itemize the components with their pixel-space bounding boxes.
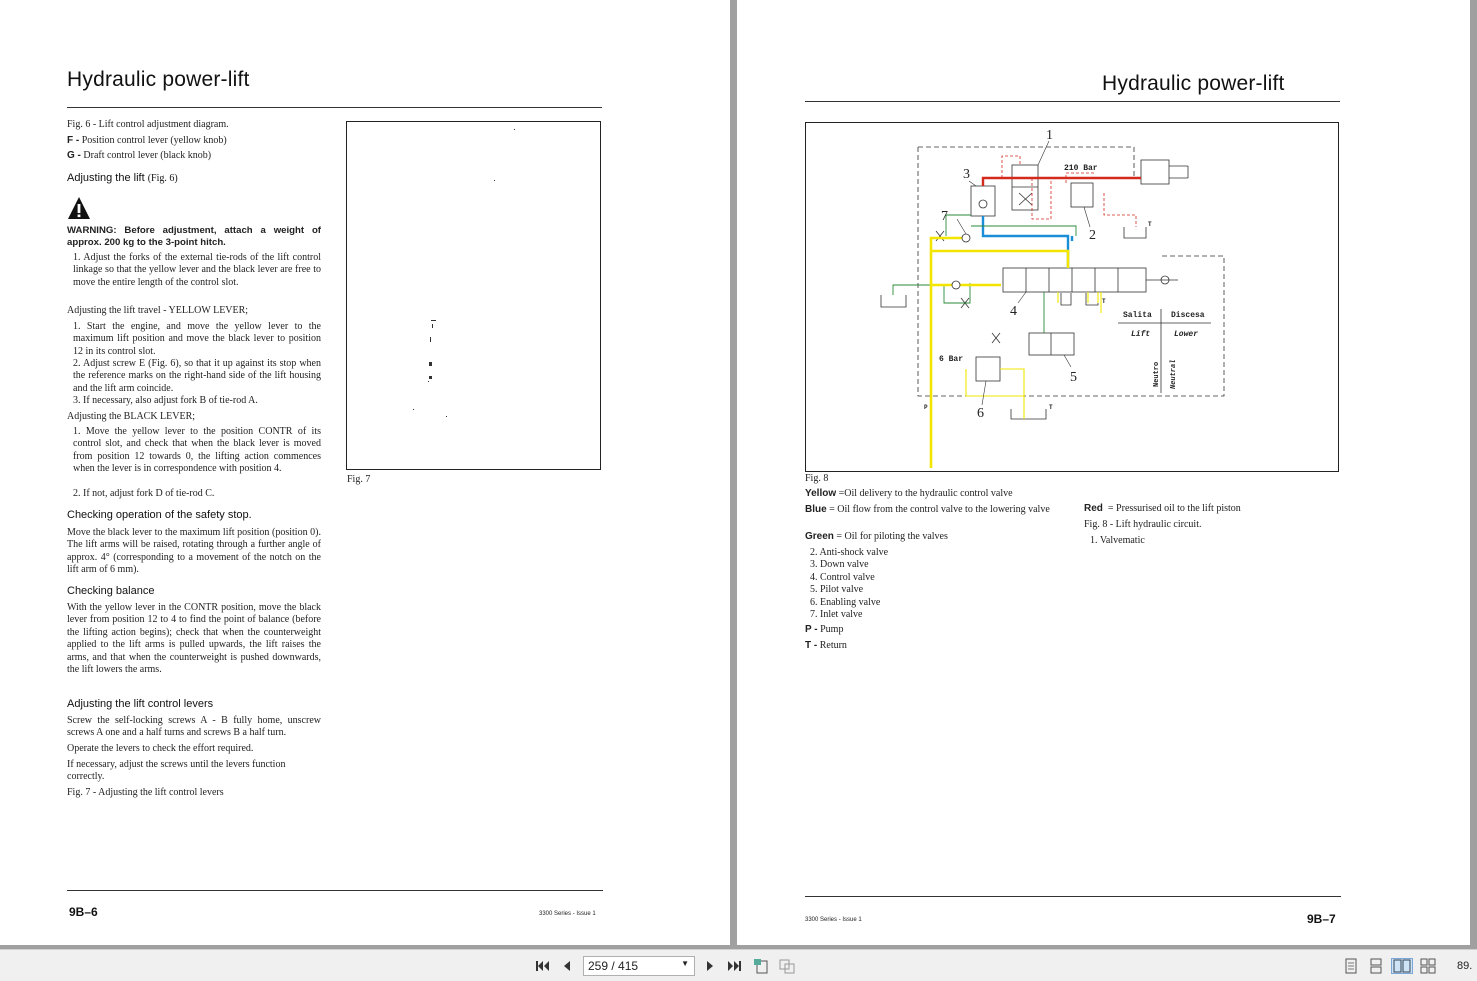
step-c1: 1. Move the yellow lever to the position CONTR of its control slot, and check that when the black lever is moved from position 12 towards 0, the lifting action commences when the lever is in correspondence with position 4. (73, 426, 321, 475)
necessary-text: If necessary, adjust the screws until the levers function correctly. (67, 759, 286, 783)
lever-f-line (67, 135, 327, 147)
legend-yellow-text: =Oil delivery to the hydraulic control valve (838, 488, 1013, 499)
fit-page-icon (753, 958, 769, 974)
operate-text: Operate the levers to check the effort required. (67, 743, 254, 754)
first-page-icon (536, 960, 550, 972)
legend-red-key: Red (1084, 503, 1103, 514)
diagram-label-2: 2 (1089, 228, 1096, 243)
balance-heading: Checking balance (67, 585, 155, 597)
lever-f-text: Position control lever (yellow knob) (81, 135, 227, 146)
warning-text: WARNING: Before adjustment, attach a weight of approx. 200 kg to the 3-point hitch. (67, 225, 321, 249)
legend-blue-key: Blue (805, 504, 827, 515)
label-lift: Lift (1131, 330, 1151, 339)
footer-rule (67, 890, 603, 891)
item-list (810, 547, 1050, 621)
legend-pump-key: P - (805, 624, 818, 635)
list-item: 2. Anti-shock valve (810, 547, 889, 558)
legend-red-text: = Pressurised oil to the lift piston (1107, 503, 1241, 514)
page-number-input[interactable] (583, 956, 695, 976)
legend-red (1084, 503, 1344, 515)
lift-travel-heading: Adjusting the lift travel - YELLOW LEVER; (67, 305, 249, 316)
label-salita: Salita (1123, 311, 1152, 320)
step-a1: 1. Adjust the forks of the external tie-rods of the lift control linkage so that the yellow lever and the black lever are free to move the entire length of the control slot. (73, 252, 321, 288)
diagram-label-5: 5 (1070, 370, 1077, 385)
legend-blue-text: = Oil flow from the control valve to the lowering valve (829, 504, 1050, 515)
label-t-upper: T (1148, 221, 1152, 228)
levers-heading: Adjusting the lift control levers (67, 698, 214, 710)
continuous-view-button[interactable] (1367, 958, 1385, 974)
label-neutral: Neutral (1170, 359, 1178, 389)
lever-g-key: G - (67, 150, 81, 161)
legend-return (805, 640, 1005, 652)
legend-blue (805, 504, 1059, 516)
fit-width-button[interactable] (778, 958, 796, 974)
diagram-label-1: 1 (1046, 128, 1053, 143)
next-page-button[interactable] (701, 958, 719, 974)
legend-pump-text: Pump (820, 624, 844, 635)
label-neutro: Neutro (1153, 361, 1161, 387)
label-210-bar: 210 Bar (1064, 164, 1098, 173)
fig7-reference: Fig. 7 - Adjusting the lift control levers (67, 787, 224, 798)
first-page-button[interactable] (534, 958, 552, 974)
adjusting-lift-heading-text: Adjusting the lift (67, 172, 145, 184)
lever-g-line (67, 150, 327, 162)
fig8-label: Fig. 8 (805, 473, 829, 484)
diagram-label-4: 4 (1010, 304, 1017, 319)
legend-green (805, 531, 1085, 543)
page-number: 9B–6 (69, 905, 98, 919)
single-page-view-button[interactable] (1342, 958, 1360, 974)
label-discesa: Discesa (1171, 311, 1205, 320)
label-6-bar: 6 Bar (939, 355, 964, 364)
list-item: 5. Pilot valve (810, 584, 864, 596)
fig8-caption: Fig. 8 - Lift hydraulic circuit. (1084, 519, 1202, 530)
list-item: 4. Control valve (810, 571, 875, 583)
list-item: 6. Enabling valve (810, 596, 881, 608)
list-item: 3. Down valve (810, 559, 869, 571)
diagram-label-3: 3 (963, 167, 970, 182)
facing-view-button[interactable] (1391, 958, 1413, 974)
legend-yellow-key: Yellow (805, 488, 837, 499)
levers-text: Screw the self-locking screws A - B fully home, unscrew screws A one and a half turns and screws B a half turn. (67, 715, 321, 739)
warning-icon (67, 196, 91, 220)
lever-f-key: F - (67, 135, 80, 146)
viewer-toolbar (0, 949, 1477, 981)
legend-green-text: = Oil for piloting the valves (836, 531, 948, 542)
lever-g-text: Draft control lever (black knob) (83, 150, 212, 161)
legend-green-key: Green (805, 531, 834, 542)
series-label: 3300 Series - Issue 1 (539, 911, 596, 917)
black-lever-heading: Adjusting the BLACK LEVER; (67, 411, 196, 422)
page-title: Hydraulic power-lift (1102, 72, 1285, 95)
legend-yellow (805, 488, 1085, 500)
fig7-image (347, 122, 600, 469)
fig7-label: Fig. 7 (347, 474, 371, 485)
diagram-label-6: 6 (977, 406, 984, 421)
continuous-facing-icon (1420, 958, 1436, 974)
single-page-icon (1344, 958, 1358, 974)
legend-pump (805, 624, 1005, 636)
item-valvematic: 1. Valvematic (1090, 535, 1145, 546)
series-label: 3300 Series - Issue 1 (805, 917, 862, 923)
hydraulic-circuit-diagram (806, 123, 1338, 471)
label-p: P (924, 404, 928, 411)
fig8-frame (805, 122, 1339, 472)
last-page-button[interactable] (725, 958, 743, 974)
safety-heading: Checking operation of the safety stop. (67, 509, 252, 521)
last-page-icon (727, 960, 741, 972)
diagram-label-7: 7 (941, 209, 948, 224)
legend-return-text: Return (819, 640, 847, 651)
step-b1: 1. Start the engine, and move the yellow lever to the maximum lift position and move the black lever to position 12 in its control slot. (73, 321, 321, 357)
legend-return-key: T - (805, 640, 818, 651)
page-indicator: 259 / 415 (588, 959, 639, 973)
step-c2: 2. If not, adjust fork D of tie-rod C. (73, 488, 215, 499)
safety-text: Move the black lever to the maximum lift position (position 0). The lift arms will be raised, rotating through a further angle of approx. 4° (corresponding to a movement of the notch on the lift arm of 6 mm). (67, 527, 321, 576)
next-page-icon (705, 960, 715, 972)
footer-rule (805, 896, 1341, 897)
previous-page-button[interactable] (558, 958, 576, 974)
zoom-level[interactable]: 89. (1457, 960, 1473, 972)
label-t-lower: T (1049, 404, 1053, 411)
balance-text: With the yellow lever in the CONTR position, move the black lever from position 12 to 4 to find the point of balance (before the lifting action begins); check that when the counterweight applied to the lift arms is pulled upwards, the lift raises the arms, and that when the counterweight is pushed downwards, the lift lowers the arms. (67, 602, 321, 676)
fig6-caption: Fig. 6 - Lift control adjustment diagram. (67, 119, 229, 130)
title-rule (67, 107, 602, 108)
adjusting-lift-ref: (Fig. 6) (147, 173, 178, 184)
continuous-facing-view-button[interactable] (1419, 958, 1437, 974)
chevron-down-icon[interactable]: ▼ (681, 959, 689, 968)
step-b3: 3. If necessary, also adjust fork B of tie-rod A. (73, 395, 258, 406)
previous-page-icon (562, 960, 572, 972)
fit-page-button[interactable] (752, 958, 770, 974)
facing-pages-icon (1393, 959, 1411, 973)
step-b2: 2. Adjust screw E (Fig. 6), so that it up against its stop when the reference marks on the right-hand side of the lift housing and the lift arm coincide. (73, 358, 321, 394)
page-left (0, 0, 730, 945)
page-title: Hydraulic power-lift (67, 68, 250, 91)
label-lower: Lower (1174, 330, 1199, 339)
list-item: 7. Inlet valve (810, 609, 863, 621)
label-t-valve: T (1102, 298, 1106, 305)
continuous-page-icon (1369, 958, 1383, 974)
fit-width-icon (779, 958, 795, 974)
page-number: 9B–7 (1307, 912, 1336, 926)
title-rule (805, 101, 1340, 102)
adjusting-lift-heading (67, 172, 178, 184)
page-right (737, 0, 1470, 945)
fig7-frame (346, 121, 601, 470)
